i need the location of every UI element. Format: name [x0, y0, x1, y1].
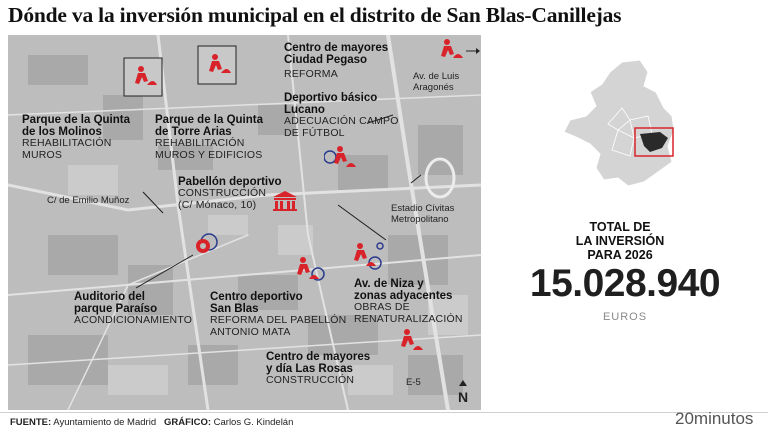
project-detail: MUROS	[22, 148, 63, 161]
project-label-torre-arias	[155, 114, 263, 161]
footer-credits	[10, 417, 293, 428]
project-name: de los Molinos	[22, 126, 102, 138]
project-label-san-blas	[210, 291, 346, 338]
north-label: N	[457, 389, 469, 404]
project-name: Pabellón deportivo	[178, 176, 282, 188]
connector-estadio	[411, 175, 421, 183]
project-label-pegaso	[284, 42, 388, 81]
total-title-line: PARA 2026	[587, 248, 653, 262]
project-label-las-rosas	[266, 351, 370, 387]
project-detail: MUROS Y EDIFICIOS	[155, 148, 263, 161]
total-title	[560, 220, 680, 262]
source-value: Ayuntamiento de Madrid	[53, 417, 157, 428]
project-name: Centro deportivo	[210, 291, 303, 303]
district-map[interactable]	[8, 35, 481, 410]
graphic-value: Carlos G. Kindelán	[213, 417, 294, 428]
source-label: FUENTE:	[10, 417, 52, 428]
project-label-quinta-molinos	[22, 114, 130, 161]
north-arrow-icon	[456, 380, 470, 409]
project-detail: ANTONIO MATA	[210, 325, 291, 338]
street-label-line: Av. de Luis	[413, 71, 460, 82]
total-amount: 15.028.940	[529, 262, 721, 305]
project-label-lucano	[284, 92, 399, 139]
page-title: Dónde va la inversión municipal en el distrito de San Blas-Canillejas	[8, 3, 622, 27]
street-label-luis-aragones	[413, 71, 459, 93]
connector-pabellon	[338, 205, 386, 240]
project-label-niza	[354, 278, 463, 325]
project-detail: CONSTRUCCIÓN	[266, 374, 355, 386]
project-name: zonas adyacentes	[354, 290, 453, 302]
project-label-pabellon	[178, 176, 282, 211]
construction-worker-icon[interactable]	[438, 38, 464, 65]
project-name: Parque de la Quinta	[22, 114, 130, 126]
stadium-label-line: Estadio Cívitas	[391, 203, 455, 214]
project-name: Lucano	[284, 104, 325, 116]
project-label-auditorio	[74, 291, 192, 327]
brand-logo[interactable]: 20minutos	[675, 409, 754, 428]
construction-worker-icon[interactable]	[293, 255, 327, 288]
project-detail: ACONDICIONAMIENTO	[74, 314, 193, 326]
project-name: Ciudad Pegaso	[284, 54, 368, 66]
project-detail: REHABILITACIÓN	[155, 137, 245, 149]
project-name: Centro de mayores	[284, 42, 389, 54]
total-unit: EUROS	[602, 311, 648, 323]
total-title-line: LA INVERSIÓN	[575, 234, 665, 248]
construction-worker-icon[interactable]	[123, 57, 163, 102]
highway-label-e5: E-5	[406, 377, 421, 388]
footer-divider	[0, 412, 768, 413]
project-name: parque Paraíso	[74, 303, 158, 315]
project-detail: RENATURALIZACIÓN	[354, 312, 463, 325]
construction-worker-icon[interactable]	[324, 143, 358, 176]
project-detail: (C/ Mónaco, 10)	[178, 198, 257, 211]
project-name: Deportivo básico	[284, 92, 378, 104]
gear-icon[interactable]	[192, 232, 218, 263]
connector-auditorio	[136, 255, 193, 288]
project-detail: DE FÚTBOL	[284, 126, 345, 139]
street-label-line: Aragonés	[413, 82, 454, 93]
project-detail: CONSTRUCCIÓN	[178, 187, 267, 199]
project-name: Centro de mayores	[266, 351, 371, 363]
stadium-label	[391, 203, 454, 225]
project-detail: REFORMA DEL PABELLÓN	[210, 314, 347, 326]
project-detail: REFORMA	[284, 68, 338, 80]
arrow-right-icon	[466, 43, 480, 61]
total-title-line: TOTAL DE	[589, 220, 651, 234]
project-name: Av. de Niza y	[354, 278, 424, 290]
graphic-label: GRÁFICO:	[164, 417, 211, 428]
construction-worker-icon[interactable]	[197, 45, 237, 90]
construction-worker-icon[interactable]	[350, 240, 384, 275]
stadium-label-line: Metropolitano	[391, 214, 449, 225]
project-name: San Blas	[210, 303, 259, 315]
project-name: de Torre Arias	[155, 126, 232, 138]
project-name: Auditorio del	[74, 291, 145, 303]
project-detail: ADECUACIÓN CAMPO	[284, 115, 399, 127]
project-detail: OBRAS DE	[354, 301, 410, 313]
connector-emilio	[143, 192, 163, 213]
project-name: Parque de la Quinta	[155, 114, 263, 126]
project-name: y día Las Rosas	[266, 363, 353, 375]
construction-worker-icon[interactable]	[398, 328, 424, 357]
madrid-locator-map	[560, 58, 700, 190]
project-detail: REHABILITACIÓN	[22, 137, 112, 149]
street-label-emilio: C/ de Emilio Muñoz	[47, 195, 130, 206]
